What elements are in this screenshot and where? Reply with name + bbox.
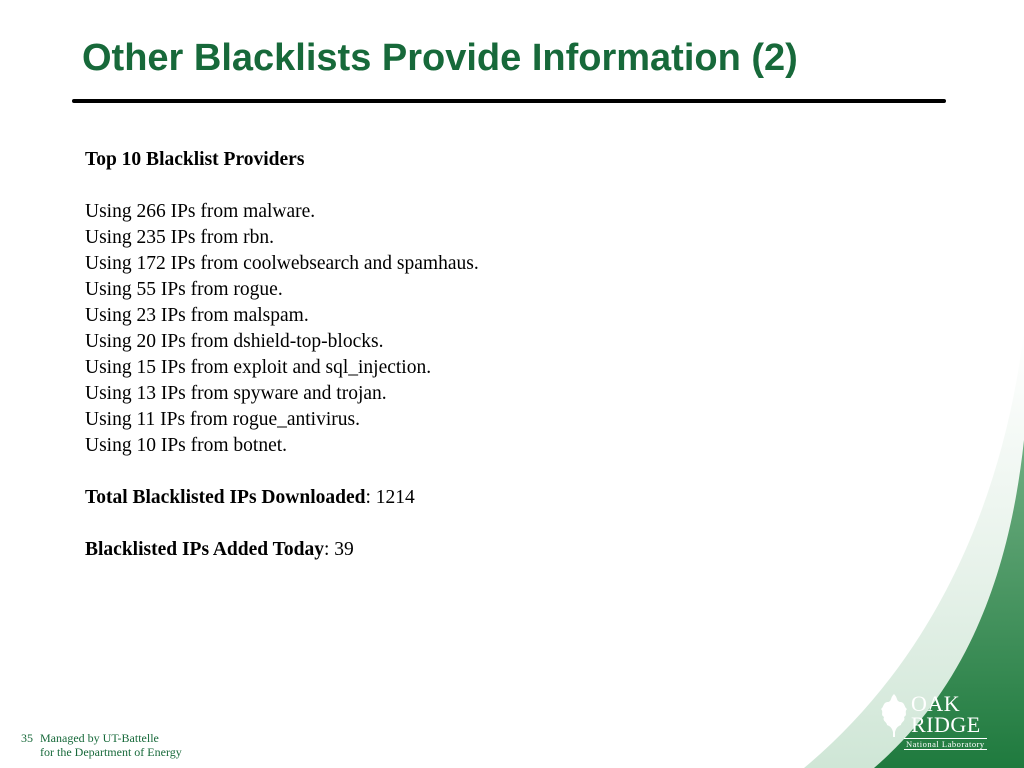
provider-line: Using 172 IPs from coolwebsearch and spamhaus. [85,253,479,274]
oak-leaf-icon [878,692,910,738]
provider-line: Using 13 IPs from spyware and trojan. [85,383,387,404]
provider-line: Using 20 IPs from dshield-top-blocks. [85,331,384,352]
provider-line: Using 235 IPs from rbn. [85,227,275,248]
corner-swoosh-decoration [764,0,1024,768]
provider-line: Using 11 IPs from rogue_antivirus. [85,409,360,430]
provider-line: Using 266 IPs from malware. [85,201,316,222]
slide-title: Other Blacklists Provide Information (2) [82,37,798,79]
today-value: : 39 [323,539,354,560]
logo-word-oak: OAK [911,691,961,716]
slide-footer [21,731,182,759]
provider-line: Using 10 IPs from botnet. [85,435,288,456]
providers-heading: Top 10 Blacklist Providers [85,149,305,170]
today-label: Blacklisted IPs Added Today [85,539,324,560]
total-value: : 1214 [365,487,415,508]
logo-subtitle: National Laboratory [906,739,985,749]
provider-line: Using 23 IPs from malspam. [85,305,309,326]
logo-word-ridge: RIDGE [911,712,981,737]
footer-line-1 [21,731,182,745]
oak-ridge-logo [874,688,1024,768]
footer-line-2: for the Department of Energy [40,745,182,759]
provider-line: Using 55 IPs from rogue. [85,279,283,300]
page-number: 35 [21,731,33,745]
managed-by: Managed by UT-Battelle [40,731,159,745]
provider-line: Using 15 IPs from exploit and sql_injection. [85,357,432,378]
total-label: Total Blacklisted IPs Downloaded [85,487,366,508]
